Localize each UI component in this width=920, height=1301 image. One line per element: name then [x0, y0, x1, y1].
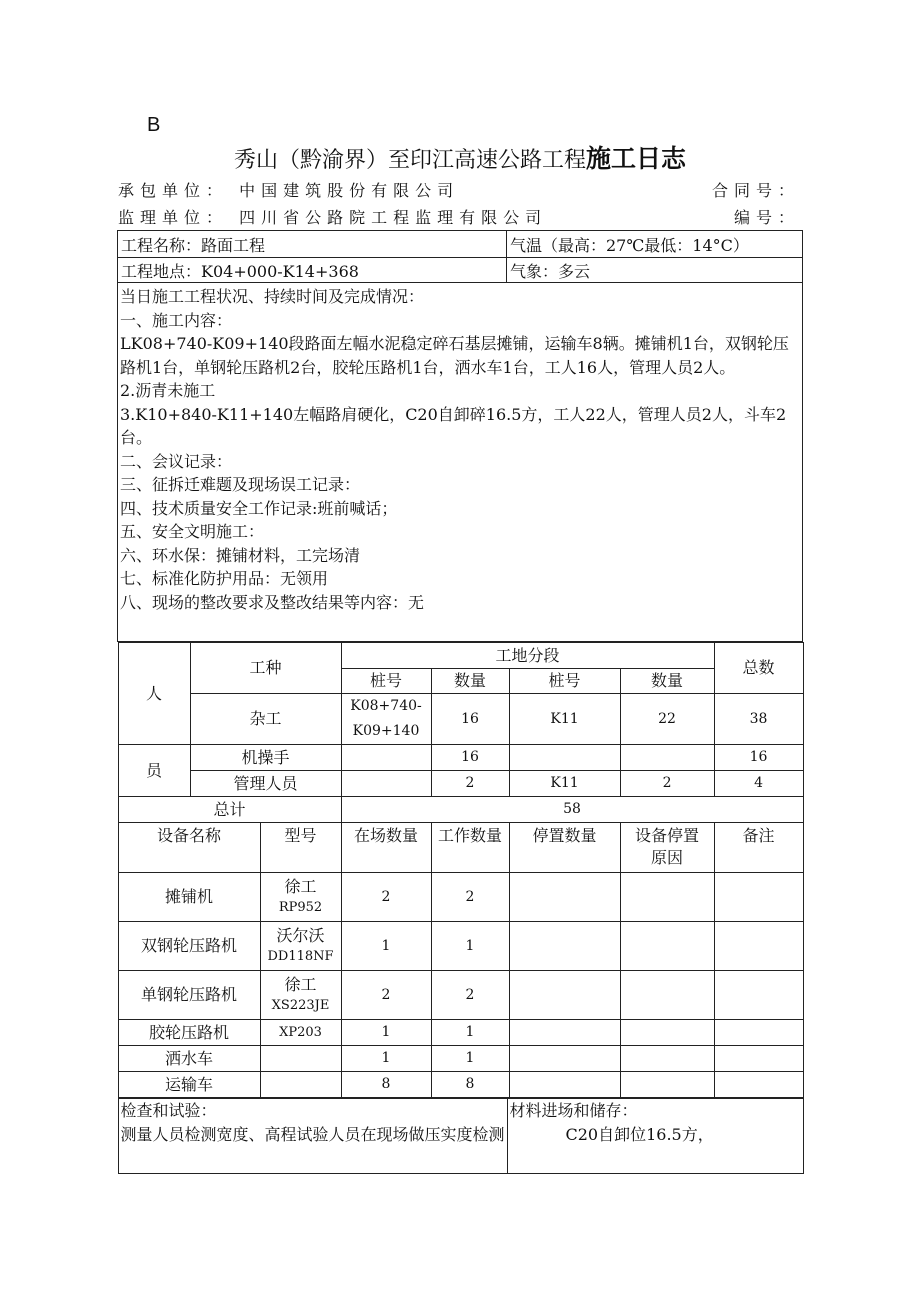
supervisor-label: 监理单位：: [118, 208, 229, 227]
stop-reason: [620, 1046, 714, 1072]
col-stop-reason-line: 设备停置: [635, 826, 700, 845]
stop-reason: [620, 1072, 714, 1098]
onsite-qty: 1: [341, 1020, 431, 1046]
remark: [714, 1020, 803, 1046]
qty-1: 16: [431, 694, 509, 745]
table-row: [118, 745, 803, 771]
col-section: 工地分段: [341, 643, 714, 669]
pile-range: [341, 694, 431, 745]
col-remark: 备注: [714, 823, 803, 873]
col-pile-2: 桩号: [509, 669, 620, 694]
contractor-label: 承包单位：: [118, 181, 229, 200]
col-pile-1: 桩号: [341, 669, 431, 694]
content-line: 2.沥青未施工: [120, 381, 216, 400]
remark: [714, 1072, 803, 1098]
working-qty: 2: [431, 873, 509, 922]
col-qty-2: 数量: [620, 669, 714, 694]
equipment-name: 胶轮压路机: [118, 1020, 260, 1046]
supervisor-value: 四川省公路院工程监理有限公司: [239, 208, 548, 227]
materials-label: 材料进场和储存：: [509, 1101, 638, 1120]
table-row: [118, 1072, 803, 1098]
row-total: 4: [714, 771, 803, 797]
col-qty-1: 数量: [431, 669, 509, 694]
equipment-model-code: DD118NF: [267, 949, 334, 964]
pile-2: K11: [509, 694, 620, 745]
serial-label: 编号：: [733, 208, 800, 227]
table-row: [118, 922, 803, 971]
col-stopped: 停置数量: [509, 823, 620, 873]
stopped-qty: [509, 1046, 620, 1072]
content-line: 七、标准化防护用品：无领用: [120, 569, 329, 588]
stopped-qty: [509, 971, 620, 1020]
equipment-name: 洒水车: [118, 1046, 260, 1072]
supervisor-row: [118, 205, 800, 228]
onsite-qty: 2: [341, 873, 431, 922]
title-prefix: 秀山（黔渝界）至印江高速公路工程: [233, 148, 586, 173]
project-location: 工程地点：K04+000-K14+368: [118, 258, 507, 283]
content-line: LK08+740-K09+140段路面左幅水泥稳定碎石基层摊铺，运输车8辆。摊铺机1台，双钢轮压路机1台，单钢轮压路机2台，胶轮压路机1台，洒水车1台，工人16人，管理人员2人。: [120, 334, 789, 377]
personnel-table: [118, 642, 804, 1098]
working-qty: 1: [431, 1020, 509, 1046]
table-row: [118, 873, 803, 922]
content-line: 六、环水保：摊铺材料，工完场清: [120, 545, 361, 565]
contractor-value: 中国建筑股份有限公司: [239, 181, 460, 200]
row-total: 38: [714, 694, 803, 745]
content-line: 八、现场的整改要求及整改结果等内容：无: [120, 592, 425, 612]
pile-2: [509, 745, 620, 771]
qty-2: 22: [620, 694, 714, 745]
equipment-brand: 徐工: [284, 877, 317, 896]
stop-reason: [620, 922, 714, 971]
worker-type: 机操手: [190, 745, 341, 771]
table-row: [118, 771, 803, 797]
equipment-header-row: [118, 823, 803, 873]
equipment-model-code: [260, 1072, 341, 1098]
stop-reason: [620, 1020, 714, 1046]
table-row: [118, 1046, 803, 1072]
equipment-name: 摊铺机: [118, 873, 260, 922]
working-qty: 2: [431, 971, 509, 1020]
worker-type: 管理人员: [190, 771, 341, 797]
working-qty: 1: [431, 1046, 509, 1072]
personnel-side-top: 人: [118, 643, 190, 745]
contract-no-label: 合同号：: [711, 181, 800, 200]
equipment-name: 运输车: [118, 1072, 260, 1098]
remark: [714, 922, 803, 971]
contractor-row: [118, 178, 800, 201]
equipment-model-code: XS223JE: [271, 998, 330, 1013]
qty-2: 2: [620, 771, 714, 797]
corner-mark: B: [147, 114, 161, 136]
qty-2: [620, 745, 714, 771]
equipment-name: 双钢轮压路机: [118, 922, 260, 971]
remark: [714, 873, 803, 922]
equipment-model: [260, 922, 341, 971]
inspection-label: 检查和试验：: [120, 1101, 217, 1120]
working-qty: 8: [431, 1072, 509, 1098]
inspection-text: 测量人员检测宽度、高程试验人员在现场做压实度检测: [120, 1125, 505, 1144]
col-total: 总数: [714, 643, 803, 694]
stopped-qty: [509, 922, 620, 971]
pile-1: [341, 745, 431, 771]
onsite-qty: 8: [341, 1072, 431, 1098]
equipment-model-code: RP952: [278, 900, 323, 915]
pile-2: K11: [509, 771, 620, 797]
content-line: 3.K10+840-K11+140左幅路肩硬化，C20自卸碎16.5方，工人22人，管理人员2人，斗车2台。: [120, 404, 787, 447]
qty-1: 16: [431, 745, 509, 771]
qty-1: 2: [431, 771, 509, 797]
onsite-qty: 1: [341, 1046, 431, 1072]
stopped-qty: [509, 1072, 620, 1098]
stop-reason: [620, 873, 714, 922]
sum-label: 总计: [118, 797, 341, 823]
title-bold: 施工日志: [586, 145, 687, 173]
construction-log-table: [117, 230, 803, 1174]
col-onsite: 在场数量: [341, 823, 431, 873]
equipment-model-code: [260, 1046, 341, 1072]
weather: 气象：多云: [507, 258, 803, 283]
table-row: [118, 694, 803, 745]
col-working: 工作数量: [431, 823, 509, 873]
page-title: [0, 139, 920, 175]
temperature: 气温（最高：27℃最低：14°C）: [507, 231, 803, 258]
equipment-brand: 沃尔沃: [276, 926, 325, 945]
col-model: 型号: [260, 823, 341, 873]
materials-cell: [507, 1099, 803, 1174]
col-equipment-name: 设备名称: [118, 823, 260, 873]
inspection-cell: [118, 1099, 507, 1174]
project-name: 工程名称：路面工程: [118, 231, 507, 258]
equipment-model: [260, 971, 341, 1020]
onsite-qty: 1: [341, 922, 431, 971]
table-row: [118, 971, 803, 1020]
pile-1: [341, 771, 431, 797]
equipment-name: 单钢轮压路机: [118, 971, 260, 1020]
col-stop-reason: [620, 823, 714, 873]
inspection-materials-table: [118, 1098, 804, 1174]
content-line: 五、安全文明施工：: [120, 522, 265, 541]
sum-value: 58: [341, 797, 803, 823]
pile-start: K08+740-: [350, 698, 422, 714]
col-stop-reason-line: 原因: [651, 848, 684, 867]
onsite-qty: 2: [341, 971, 431, 1020]
remark: [714, 971, 803, 1020]
table-row: [118, 1020, 803, 1046]
equipment-brand: 徐工: [284, 975, 317, 994]
materials-text: C20自卸位16.5方，: [565, 1125, 714, 1144]
equipment-model: [260, 873, 341, 922]
worker-type: 杂工: [190, 694, 341, 745]
remark: [714, 1046, 803, 1072]
col-type: 工种: [190, 643, 341, 694]
content-line: 一、施工内容：: [120, 310, 233, 330]
content-line: 二、会议记录：: [120, 451, 233, 471]
stopped-qty: [509, 1020, 620, 1046]
personnel-side-bottom: 员: [118, 745, 190, 797]
equipment-model-code: XP203: [260, 1020, 341, 1046]
content-line: 四、技术质量安全工作记录:班前喊话；: [120, 498, 398, 518]
content-line: 三、征拆迁难题及现场误工记录：: [120, 475, 361, 494]
working-qty: 1: [431, 922, 509, 971]
content-line: 当日施工工程状况、持续时间及完成情况：: [120, 287, 425, 306]
daily-content: [118, 283, 803, 642]
pile-end: K09+140: [352, 723, 420, 739]
row-total: 16: [714, 745, 803, 771]
stopped-qty: [509, 873, 620, 922]
sum-row: [118, 797, 803, 823]
stop-reason: [620, 971, 714, 1020]
